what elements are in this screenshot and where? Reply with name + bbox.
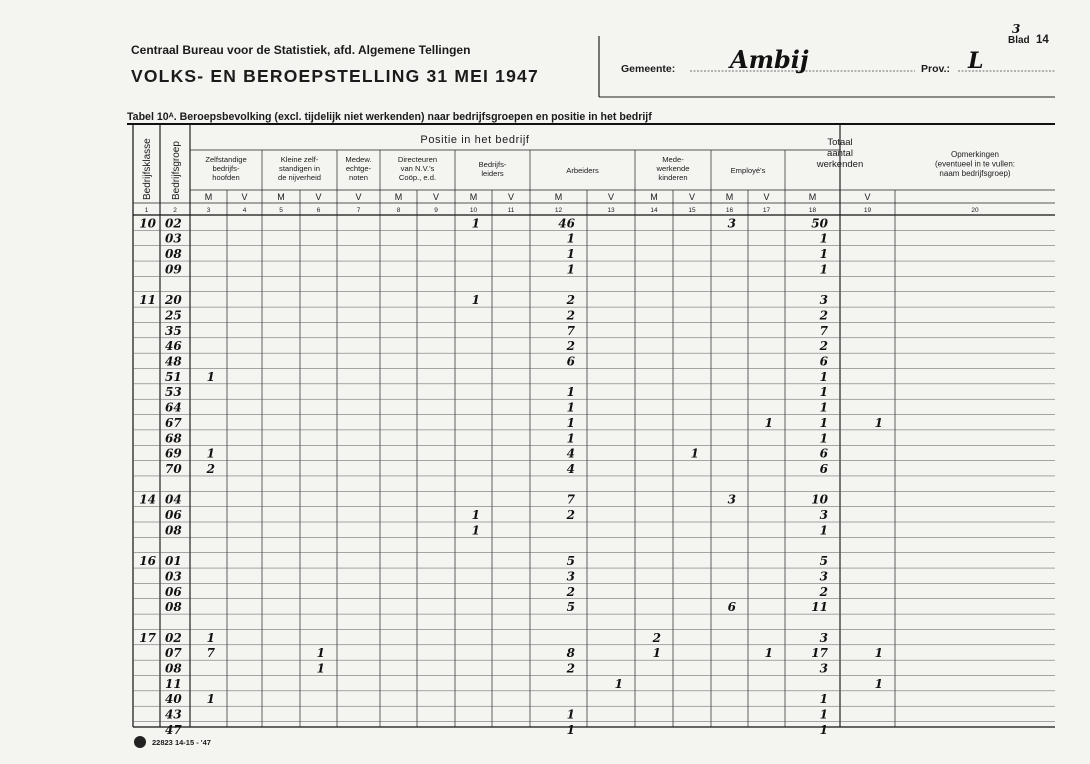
column-number: 20	[971, 207, 979, 214]
column-number: 14	[650, 207, 658, 214]
bedrijfsgroep-value: 09	[165, 262, 182, 277]
cell-tot-m: 1	[819, 231, 828, 246]
header-m: M	[394, 192, 403, 202]
cell-arb-m: 2	[566, 308, 575, 323]
bedrijfsgroep-value: 43	[165, 707, 182, 722]
table-row	[139, 493, 828, 507]
cell-zelf-m: 1	[206, 369, 215, 384]
cell-zelf-m: 1	[206, 446, 215, 461]
bedrijfsgroep-value: 01	[165, 554, 182, 569]
header-m: M	[650, 192, 658, 202]
gemeente-value: Ambij	[730, 45, 809, 74]
table-row	[165, 431, 828, 445]
bedrijfsklasse-value: 10	[139, 216, 156, 231]
census-title: VOLKS- EN BEROEPSTELLING 31 MEI 1947	[131, 66, 539, 86]
table-row	[139, 631, 828, 645]
cell-bl-m: 1	[471, 523, 480, 538]
table-row	[165, 232, 828, 246]
cell-tot-m: 6	[819, 461, 828, 476]
cell-arb-m: 8	[566, 646, 575, 661]
table-row	[165, 370, 828, 384]
header-v: V	[355, 192, 362, 202]
header-arbeiders: Arbeiders	[566, 166, 599, 175]
table-row	[165, 247, 828, 261]
table-row	[165, 677, 883, 691]
header-employes: Employé's	[730, 166, 766, 175]
cell-tot-v: 1	[874, 646, 883, 661]
cell-arb-m: 5	[566, 554, 575, 569]
table-row	[139, 554, 828, 568]
header-v: V	[241, 192, 248, 202]
bedrijfsgroep-value: 02	[165, 216, 182, 231]
cell-tot-m: 1	[819, 692, 828, 707]
header-v: V	[432, 192, 440, 202]
header-m: M	[725, 192, 734, 202]
table-grid	[127, 124, 1055, 727]
cell-tot-m: 2	[819, 584, 828, 599]
cell-zelf-m: 1	[206, 692, 215, 707]
cell-tot-m: 1	[819, 385, 828, 400]
cell-arb-m: 46	[558, 216, 575, 231]
header-zelfstandige: Zelfstandige bedrijfs-hoofden	[205, 155, 247, 182]
bedrijfsklasse-value: 17	[139, 630, 156, 645]
table-row	[165, 447, 829, 461]
column-number: 7	[356, 207, 361, 214]
bedrijfsgroep-value: 20	[165, 293, 182, 308]
cell-arb-m: 1	[566, 431, 575, 446]
table-row	[165, 569, 828, 583]
bedrijfsgroep-value: 08	[165, 661, 182, 676]
bedrijfsgroep-value: 64	[165, 400, 182, 415]
cell-arb-m: 7	[566, 323, 575, 338]
cell-tot-m: 7	[819, 323, 828, 338]
column-number: 6	[316, 207, 321, 214]
header-opmerkingen: Opmerkingen (eventueel in te vullen: naam bedrijfsgroep)	[934, 150, 1016, 178]
cell-tot-m: 2	[819, 339, 828, 354]
column-number: 16	[725, 207, 734, 214]
cell-arb-m: 1	[566, 415, 575, 430]
header-m: M	[204, 192, 213, 202]
table-row	[139, 216, 828, 230]
cell-arb-m: 4	[566, 446, 575, 461]
cell-bl-m: 1	[471, 508, 480, 522]
table-row	[139, 293, 828, 307]
bedrijfsgroep-value: 06	[165, 584, 182, 599]
column-number: 1	[144, 207, 149, 214]
header-medewerkende-kinderen: Mede-werkende kinderen	[656, 155, 690, 182]
cell-mk-v: 1	[690, 446, 699, 461]
column-number: 3	[206, 207, 211, 214]
prov-value: L	[968, 48, 984, 74]
header-m: M	[469, 192, 478, 202]
header-medew-echtgenoten: Medew. echtge-noten	[345, 155, 372, 182]
bedrijfsgroep-value: 25	[165, 308, 182, 323]
table-row	[165, 324, 829, 338]
gemeente-label: Gemeente:	[621, 63, 676, 75]
table-row	[165, 646, 883, 660]
cell-tot-m: 1	[819, 722, 828, 737]
cell-tot-m: 6	[819, 446, 828, 461]
bedrijfsgroep-value: 51	[165, 369, 182, 384]
bedrijfsgroep-value: 68	[165, 431, 182, 446]
blad-handwritten: 3	[1012, 22, 1021, 36]
table-row	[165, 385, 828, 399]
header-totaal: Totaal aantal werkenden	[816, 137, 864, 170]
bedrijfsgroep-value: 47	[165, 722, 182, 737]
cell-bl-m: 1	[471, 216, 480, 231]
header-v: V	[864, 192, 871, 202]
table-row	[165, 523, 828, 537]
cell-zelf-m: 1	[206, 630, 215, 645]
cell-tot-m: 2	[819, 308, 828, 323]
bedrijfsgroep-value: 69	[165, 446, 182, 461]
table-row	[165, 355, 829, 369]
bedrijfsgroep-value: 70	[165, 461, 182, 476]
cell-klein-v: 1	[316, 646, 325, 661]
column-number: 15	[688, 207, 696, 214]
cell-tot-m: 3	[819, 569, 828, 584]
cell-tot-m: 1	[819, 369, 828, 384]
cell-tot-m: 3	[819, 661, 828, 676]
header-m: M	[277, 192, 285, 202]
bedrijfsgroep-value: 03	[165, 231, 182, 246]
table-row	[164, 308, 828, 322]
column-number: 8	[396, 207, 401, 214]
cell-tot-m: 1	[819, 431, 828, 446]
table-row	[165, 662, 828, 676]
cell-arb-m: 1	[566, 707, 575, 722]
header-v: V	[315, 192, 322, 202]
table-row	[165, 462, 829, 476]
table-row	[165, 401, 828, 415]
bedrijfsgroep-value: 35	[165, 323, 182, 338]
column-headers	[142, 134, 1015, 214]
table-body	[139, 216, 883, 737]
header-v: V	[688, 192, 696, 202]
bedrijfsgroep-value: 08	[165, 523, 182, 538]
table-title: Tabel 10ᴬ. Beroepsbevolking (excl. tijdelijk niet werkenden) naar bedrijfsgroepen en positie in het bedrijf	[127, 111, 652, 123]
bedrijfsklasse-value: 14	[139, 492, 156, 507]
header-positie: Positie in het bedrijf	[420, 134, 530, 146]
bedrijfsgroep-value: 11	[165, 676, 182, 691]
table-row	[165, 508, 828, 522]
cell-zelf-m: 2	[206, 461, 215, 476]
cell-emp-v: 1	[764, 646, 773, 661]
cell-tot-v: 1	[874, 676, 883, 691]
cell-bl-m: 1	[471, 293, 480, 308]
prov-label: Prov.:	[921, 63, 950, 75]
cell-arb-m: 7	[566, 492, 575, 507]
cell-emp-m: 6	[727, 600, 736, 615]
bedrijfsgroep-value: 07	[165, 646, 182, 661]
header-v: V	[763, 192, 770, 202]
column-number: 9	[434, 207, 438, 214]
cell-tot-m: 10	[811, 492, 828, 507]
cell-tot-v: 1	[874, 415, 883, 430]
cell-emp-m: 3	[727, 216, 736, 231]
bedrijfsgroep-value: 04	[165, 492, 182, 507]
header-v: V	[607, 192, 615, 202]
bedrijfsgroep-value: 08	[165, 247, 182, 262]
column-number: 2	[173, 207, 177, 214]
bedrijfsgroep-value: 48	[165, 354, 182, 369]
cell-arb-m: 4	[566, 461, 575, 476]
cell-tot-m: 1	[819, 707, 828, 722]
column-number: 13	[607, 207, 615, 214]
cell-tot-m: 1	[819, 400, 828, 415]
cell-tot-m: 3	[819, 293, 828, 308]
table-row	[165, 416, 883, 430]
cell-arb-m: 1	[566, 385, 575, 400]
cell-tot-m: 3	[819, 508, 828, 522]
column-number: 5	[279, 207, 283, 214]
cell-mk-m: 1	[652, 646, 661, 661]
header-m: M	[808, 192, 817, 202]
cell-tot-m: 11	[811, 600, 828, 615]
cell-arb-m: 2	[566, 339, 575, 354]
column-number: 12	[554, 207, 563, 214]
cell-arb-m: 5	[566, 600, 575, 615]
bedrijfsklasse-value: 11	[139, 293, 156, 308]
table-row	[165, 692, 828, 706]
bureau-line: Centraal Bureau voor de Statistiek, afd. Algemene Tellingen	[131, 43, 471, 57]
cell-arb-m: 1	[566, 247, 575, 262]
table-row	[165, 585, 828, 599]
cell-tot-m: 1	[819, 262, 828, 277]
bedrijfsklasse-value: 16	[139, 554, 156, 569]
blad-label: Blad	[1008, 35, 1030, 46]
header-bedrijfsgroep: Bedrijfsgroep	[171, 141, 182, 200]
table-row	[165, 708, 828, 722]
cell-tot-m: 1	[819, 415, 828, 430]
cell-tot-m: 1	[819, 523, 828, 538]
bedrijfsgroep-value: 40	[165, 692, 182, 707]
bedrijfsgroep-value: 46	[165, 339, 182, 354]
header-v: V	[507, 192, 515, 202]
bedrijfsgroep-value: 06	[165, 508, 182, 522]
cell-arb-m: 1	[566, 400, 575, 415]
bedrijfsgroep-value: 08	[165, 600, 182, 615]
header-m: M	[554, 192, 563, 202]
table-row	[165, 600, 828, 614]
cell-arb-m: 3	[566, 569, 575, 584]
cell-klein-v: 1	[316, 661, 325, 676]
bedrijfsgroep-value: 03	[165, 569, 182, 584]
cell-emp-m: 3	[727, 492, 736, 507]
cell-arb-m: 2	[566, 584, 575, 599]
bedrijfsgroep-value: 53	[165, 385, 182, 400]
column-number: 17	[762, 207, 771, 214]
cell-tot-m: 17	[811, 646, 828, 661]
header-kleine-zelfstandigen: Kleine zelf-standigen in de nijverheid	[277, 155, 322, 182]
cell-zelf-m: 7	[206, 646, 215, 661]
column-number: 4	[242, 207, 247, 214]
bedrijfsgroep-value: 02	[165, 630, 182, 645]
cell-tot-m: 3	[819, 630, 828, 645]
table-row	[165, 339, 828, 353]
cell-arb-m: 2	[566, 661, 575, 676]
table-row	[165, 262, 828, 276]
cell-arb-m: 1	[566, 231, 575, 246]
cell-tot-m: 5	[819, 554, 828, 569]
header-directeuren: Directeuren van N.V.'s Coöp., e.d.	[397, 155, 438, 182]
form-code: 22823 14-15 - '47	[152, 738, 211, 747]
column-number: 19	[863, 207, 872, 214]
blad-number: 14	[1036, 34, 1049, 46]
form-seal-icon	[134, 736, 146, 748]
cell-arb-m: 2	[566, 508, 575, 522]
cell-arb-m: 1	[566, 262, 575, 277]
header-bedrijfsleiders: Bedrijfs-leiders	[478, 160, 507, 178]
cell-arb-m: 2	[566, 293, 575, 308]
header-bedrijfsklasse: Bedrijfsklasse	[142, 138, 153, 200]
bedrijfsgroep-value: 67	[165, 415, 182, 430]
cell-tot-m: 50	[811, 216, 828, 231]
table-row	[165, 723, 828, 737]
cell-arb-m: 1	[566, 722, 575, 737]
cell-mk-m: 2	[652, 630, 661, 645]
column-number: 11	[507, 207, 515, 214]
cell-arb-m: 6	[566, 354, 575, 369]
cell-tot-m: 6	[819, 354, 828, 369]
cell-arb-v: 1	[614, 676, 623, 691]
cell-tot-m: 1	[819, 247, 828, 262]
column-number: 10	[469, 207, 478, 214]
column-number: 18	[808, 207, 817, 214]
cell-emp-v: 1	[764, 415, 773, 430]
